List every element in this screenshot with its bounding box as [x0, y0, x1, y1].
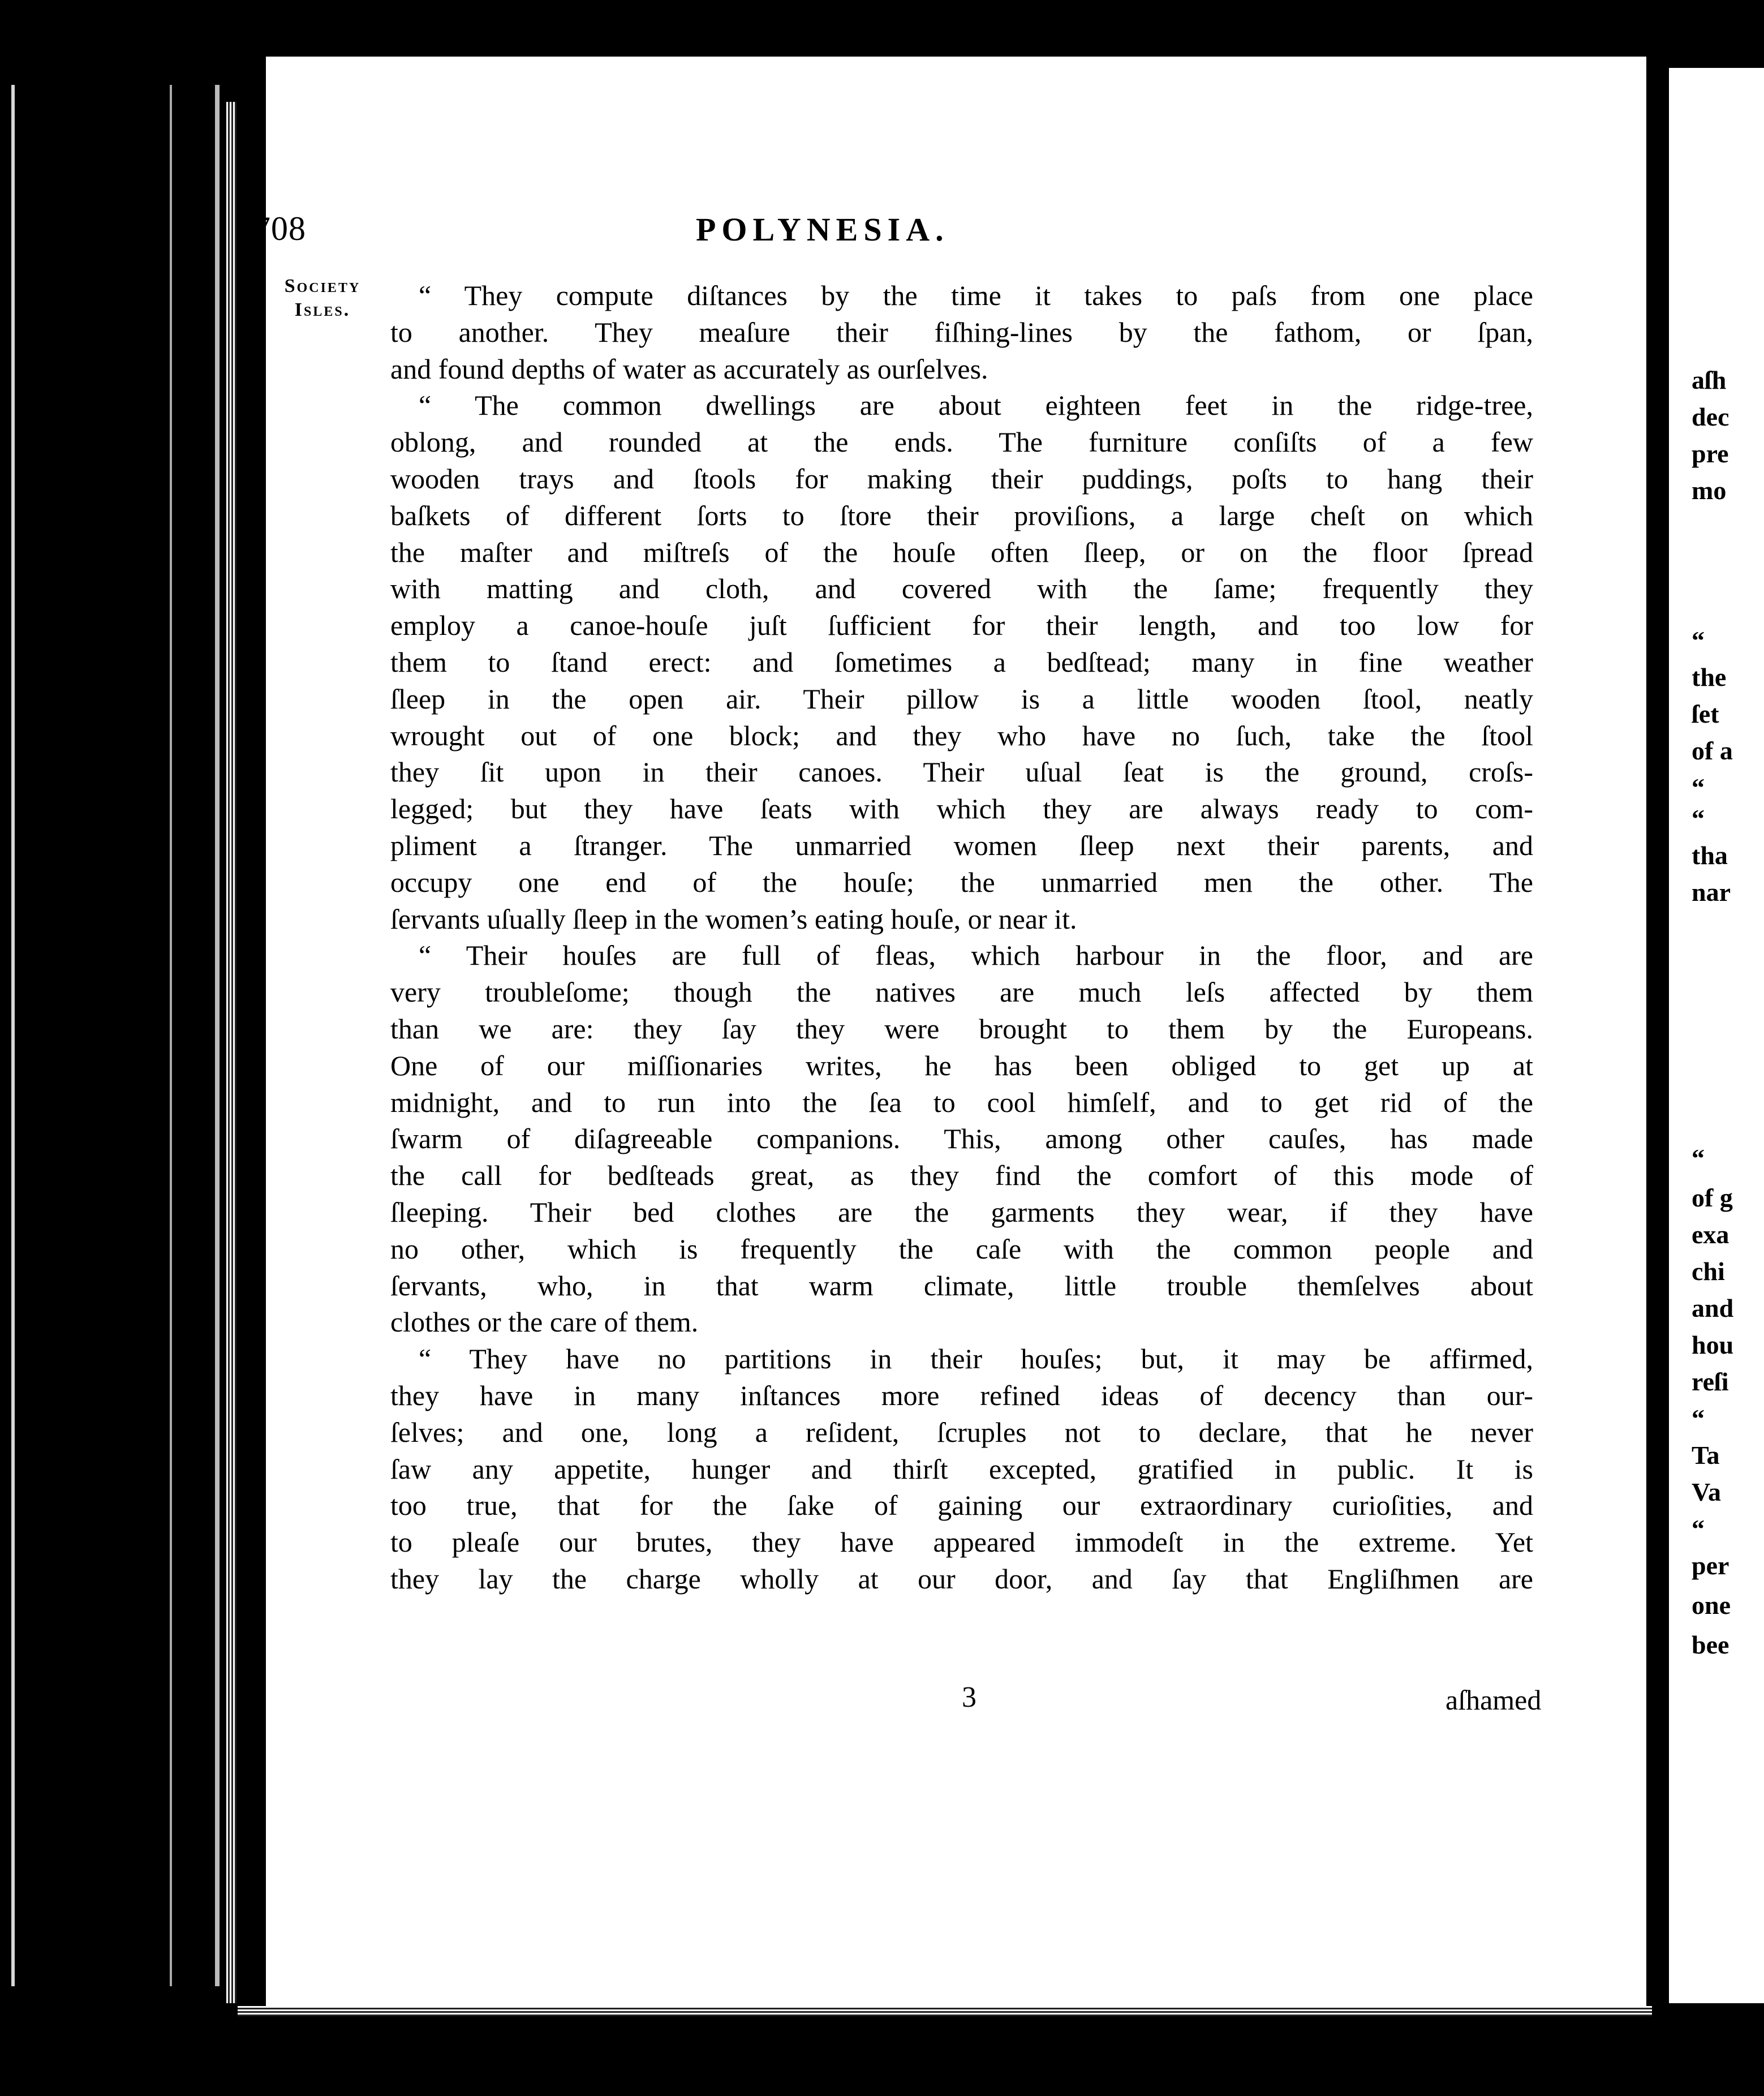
- facing-page-line: “: [1692, 773, 1705, 802]
- facing-page-line: of a: [1692, 736, 1733, 765]
- facing-page-line: Ta: [1692, 1441, 1720, 1470]
- signature-mark: 3: [962, 1681, 976, 1713]
- facing-page-line: “: [1692, 1144, 1705, 1172]
- facing-page-line: nar: [1692, 878, 1731, 907]
- facing-page-line: “: [1692, 804, 1705, 833]
- text-line: occupy one end of the houſe; the unmarried men the other. The: [390, 866, 1533, 898]
- margin-note-line: Society: [284, 276, 361, 297]
- facing-page-line: hou: [1692, 1330, 1734, 1359]
- facing-page-line: bee: [1692, 1630, 1729, 1659]
- text-line: to pleaſe our brutes, they have appeared immodeſt in the extreme. Yet: [390, 1526, 1533, 1558]
- text-line: no other, which is frequently the caſe with the common people and: [390, 1232, 1533, 1265]
- facing-page-line: reſi: [1692, 1367, 1729, 1396]
- text-line: with matting and cloth, and covered with the ſame; frequently they: [390, 573, 1533, 605]
- paragraph: [390, 387, 1533, 937]
- text-line: the call for bedſteads great, as they find the comfort of this mode of: [390, 1159, 1533, 1192]
- facing-page-line: per: [1692, 1551, 1729, 1580]
- text-line: One of our miſſionaries writes, he has been obliged to get up at: [390, 1049, 1533, 1081]
- text-line: ſervants uſually ſleep in the women’s eating houſe, or near it.: [390, 903, 1077, 935]
- page-stack-edge: [226, 102, 236, 2003]
- paragraph: [390, 937, 1533, 1341]
- facing-page-line: “: [1692, 1514, 1705, 1543]
- facing-page-line: and: [1692, 1294, 1734, 1322]
- facing-page-line: pre: [1692, 439, 1729, 468]
- facing-page-line: exa: [1692, 1220, 1729, 1249]
- text-line: midnight, and to run into the ſea to cool himſelf, and to get rid of the: [390, 1086, 1533, 1118]
- body-text: [390, 277, 1533, 1597]
- text-line: “ They compute diſtances by the time it takes to paſs from one place: [419, 280, 1533, 311]
- facing-page-line: of g: [1692, 1183, 1733, 1212]
- text-line: very troubleſome; though the natives are much leſs affected by them: [390, 976, 1533, 1008]
- text-line: ſelves; and one, long a reſident, ſcruples not to declare, that he never: [390, 1416, 1533, 1448]
- page-number: 708: [253, 210, 306, 247]
- facing-page-line: chi: [1692, 1257, 1725, 1286]
- text-line: wooden trays and ſtools for making their puddings, poſts to hang their: [390, 462, 1533, 495]
- running-title: POLYNESIA.: [696, 211, 949, 248]
- text-line: and found depths of water as accurately as ourſelves.: [390, 353, 988, 385]
- facing-page-line: mo: [1692, 476, 1727, 505]
- page-stack-bottom-edge: [238, 2006, 1652, 2016]
- facing-page-line: dec: [1692, 402, 1729, 431]
- paragraph: [390, 277, 1533, 387]
- margin-note-line: Isles.: [294, 299, 351, 320]
- text-line: employ a canoe-houſe juſt ſufficient for their length, and too low for: [390, 609, 1533, 642]
- text-line: “ They have no partitions in their houſes; but, it may be affirmed,: [419, 1343, 1533, 1375]
- text-line: wrought out of one block; and they who have no ſuch, take the ſtool: [390, 719, 1533, 751]
- text-line: ſervants, who, in that warm climate, little trouble themſelves about: [390, 1269, 1533, 1302]
- text-line: ſleep in the open air. Their pillow is a little wooden ſtool, neatly: [390, 682, 1533, 715]
- text-line: “ The common dwellings are about eighteen feet in the ridge-tree,: [419, 389, 1533, 422]
- text-line: than we are: they ſay they were brought to them by the Europeans.: [390, 1012, 1533, 1045]
- text-line: ſwarm of diſagreeable companions. This, among other cauſes, has made: [390, 1123, 1533, 1155]
- text-line: too true, that for the ſake of gaining our extraordinary curioſities, and: [390, 1489, 1533, 1522]
- text-line: them to ſtand erect: and ſometimes a bedſtead; many in fine weather: [390, 646, 1533, 678]
- facing-page-line: “: [1692, 626, 1705, 655]
- text-line: ſleeping. Their bed clothes are the garments they wear, if they have: [390, 1196, 1533, 1228]
- text-line: ſaw any appetite, hunger and thirſt excepted, gratified in public. It is: [390, 1453, 1533, 1485]
- facing-page-fragment: [1669, 68, 1764, 2003]
- text-line: they lay the charge wholly at our door, and ſay that Engliſhmen are: [390, 1562, 1533, 1595]
- margin-note: [266, 274, 379, 322]
- text-line: they have in many inſtances more refined ideas of decency than our-: [390, 1379, 1533, 1411]
- binding-edge: [11, 85, 15, 1986]
- paragraph: [390, 1341, 1533, 1597]
- catchword: aſhamed: [1445, 1684, 1542, 1716]
- text-line: to another. They meaſure their fiſhing-lines by the fathom, or ſpan,: [390, 316, 1533, 348]
- text-line: “ Their houſes are full of fleas, which harbour in the floor, and are: [419, 939, 1533, 972]
- facing-page-line: one: [1692, 1591, 1731, 1620]
- text-line: pliment a ſtranger. The unmarried women ſleep next their parents, and: [390, 829, 1533, 861]
- text-line: clothes or the care of them.: [390, 1306, 699, 1338]
- facing-page-line: “: [1692, 1404, 1705, 1433]
- facing-page-line: Va: [1692, 1477, 1721, 1506]
- binding-edge: [215, 85, 220, 1986]
- facing-page-line: the: [1692, 663, 1727, 691]
- text-line: legged; but they have ſeats with which they are always ready to com-: [390, 793, 1533, 825]
- text-line: the maſter and miſtreſs of the houſe often ſleep, or on the floor ſpread: [390, 536, 1533, 568]
- text-line: they ſit upon in their canoes. Their uſual ſeat is the ground, croſs-: [390, 756, 1533, 788]
- facing-page-line: aſh: [1692, 366, 1727, 394]
- facing-page-line: ſet: [1692, 699, 1719, 728]
- binding-edge: [170, 85, 172, 1986]
- facing-page-line: tha: [1692, 841, 1728, 870]
- text-line: baſkets of different ſorts to ſtore their proviſions, a large cheſt on which: [390, 499, 1533, 531]
- text-line: oblong, and rounded at the ends. The furniture conſiſts of a few: [390, 426, 1533, 458]
